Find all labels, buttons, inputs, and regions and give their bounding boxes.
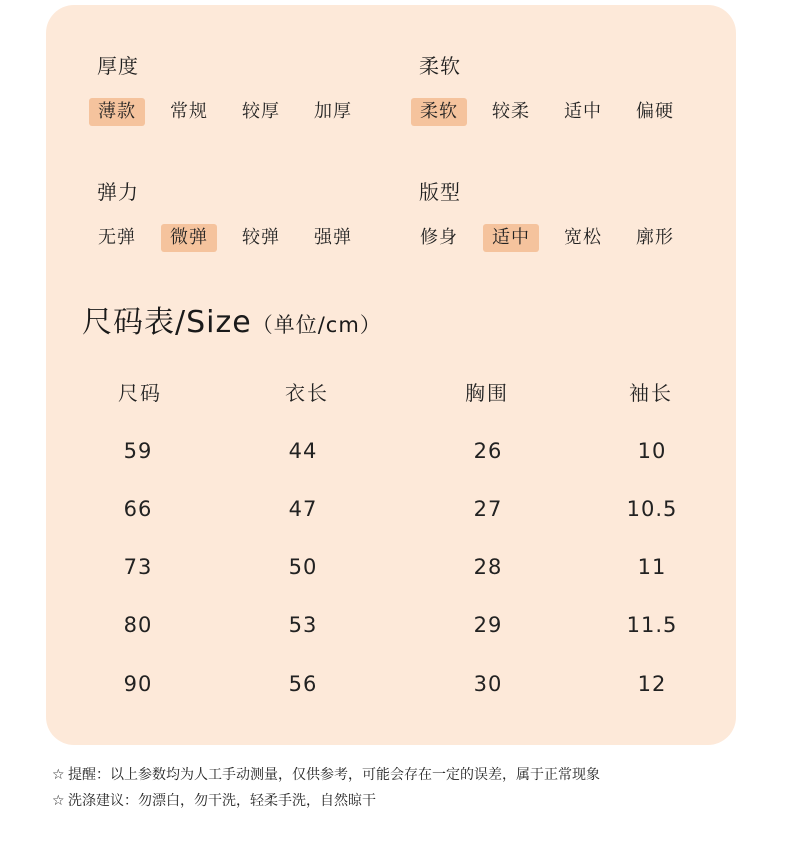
size-chart-title: 尺码表/Size — [82, 305, 252, 340]
fit-option-slim: 修身 — [420, 227, 458, 248]
elasticity-option-slight: 微弹 — [161, 224, 217, 252]
fit-option-oversized: 廓形 — [636, 227, 674, 248]
table-cell-sleeve: 11.5 — [626, 613, 678, 637]
elasticity-option-none: 无弹 — [98, 227, 136, 248]
softness-option-medium: 适中 — [564, 101, 602, 122]
thickness-options — [97, 98, 397, 128]
table-cell-sleeve: 11 — [637, 555, 667, 579]
table-cell-chest: 26 — [473, 439, 503, 463]
thickness-title: 厚度 — [97, 54, 139, 78]
elasticity-option-fairly: 较弹 — [242, 227, 280, 248]
table-cell-length: 44 — [288, 439, 318, 463]
table-cell-size: 59 — [123, 439, 153, 463]
elasticity-group — [97, 178, 397, 254]
elasticity-options — [97, 224, 397, 254]
size-chart-heading — [82, 303, 382, 343]
table-header-chest: 胸围 — [465, 381, 509, 405]
washing-note — [52, 788, 772, 814]
thickness-group — [97, 52, 397, 128]
table-cell-length: 50 — [288, 555, 318, 579]
table-cell-size: 80 — [123, 613, 153, 637]
table-cell-size: 90 — [123, 672, 153, 696]
table-cell-size: 73 — [123, 555, 153, 579]
softness-option-fairly-soft: 较柔 — [492, 101, 530, 122]
table-cell-chest: 29 — [473, 613, 503, 637]
softness-title: 柔软 — [419, 54, 461, 78]
size-chart-unit: （单位/cm） — [251, 313, 382, 337]
table-header-sleeve: 袖长 — [629, 381, 673, 405]
fit-options — [419, 224, 719, 254]
table-cell-chest: 28 — [473, 555, 503, 579]
star-icon: ☆ — [52, 793, 65, 809]
thickness-option-thin: 薄款 — [89, 98, 145, 126]
table-cell-length: 47 — [288, 497, 318, 521]
table-cell-length: 53 — [288, 613, 318, 637]
table-cell-length: 56 — [288, 672, 318, 696]
thickness-option-regular: 常规 — [170, 101, 208, 122]
fit-title: 版型 — [419, 180, 461, 204]
elasticity-option-strong: 强弹 — [314, 227, 352, 248]
star-icon: ☆ — [52, 767, 65, 783]
table-header-length: 衣长 — [285, 381, 329, 405]
fit-option-regular: 适中 — [483, 224, 539, 252]
table-cell-size: 66 — [123, 497, 153, 521]
softness-option-stiff: 偏硬 — [636, 101, 674, 122]
table-cell-chest: 27 — [473, 497, 503, 521]
table-header-size: 尺码 — [118, 381, 162, 405]
reminder-text: 提醒：以上参数均为人工手动测量，仅供参考，可能会存在一定的误差，属于正常现象 — [68, 767, 600, 783]
softness-option-soft: 柔软 — [411, 98, 467, 126]
table-cell-chest: 30 — [473, 672, 503, 696]
fit-option-loose: 宽松 — [564, 227, 602, 248]
softness-options — [419, 98, 719, 128]
softness-group — [419, 52, 719, 128]
reminder-note — [52, 762, 772, 788]
fit-group — [419, 178, 719, 254]
elasticity-title: 弹力 — [97, 180, 139, 204]
table-cell-sleeve: 12 — [637, 672, 667, 696]
washing-text: 洗涤建议：勿漂白，勿干洗，轻柔手洗，自然晾干 — [68, 793, 376, 809]
thickness-option-extra-thick: 加厚 — [314, 101, 352, 122]
thickness-option-thicker: 较厚 — [242, 101, 280, 122]
table-cell-sleeve: 10.5 — [626, 497, 678, 521]
table-cell-sleeve: 10 — [637, 439, 667, 463]
notes-section — [52, 762, 772, 814]
